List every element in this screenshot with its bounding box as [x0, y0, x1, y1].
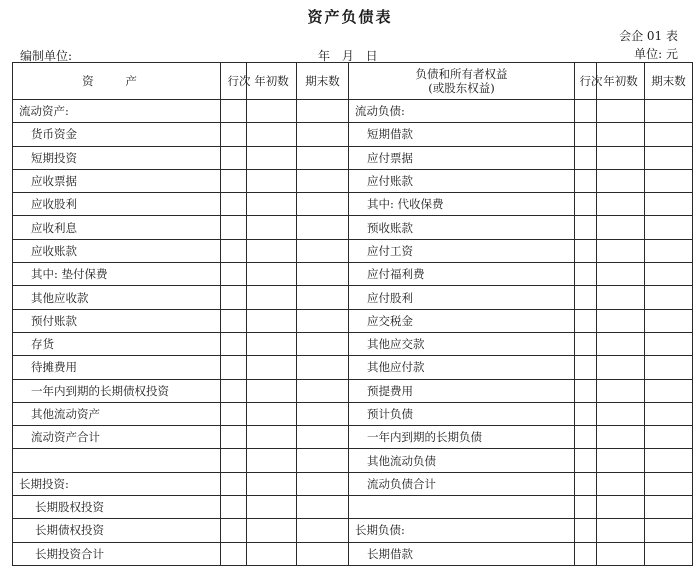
line-no-cell — [575, 286, 597, 309]
line-no-cell — [575, 239, 597, 262]
table-row — [13, 472, 693, 495]
line-no-cell — [575, 263, 597, 286]
end-value-cell — [645, 169, 693, 192]
begin-value-cell — [597, 263, 645, 286]
table-row — [13, 519, 693, 542]
line-no-cell — [575, 426, 597, 449]
asset-item-label: 待摊费用 — [13, 356, 221, 379]
liability-item-label: 流动负债合计 — [349, 472, 575, 495]
end-value-cell — [645, 193, 693, 216]
balance-sheet-table — [12, 62, 693, 566]
header-assets: 资 产 — [13, 63, 221, 100]
line-no-cell — [575, 332, 597, 355]
end-value-cell — [297, 123, 349, 146]
line-no-cell — [575, 309, 597, 332]
line-no-cell — [575, 169, 597, 192]
line-no-cell — [221, 146, 247, 169]
table-row — [13, 263, 693, 286]
line-no-cell — [575, 123, 597, 146]
table-row — [13, 449, 693, 472]
asset-item-label: 应收股利 — [13, 193, 221, 216]
end-value-cell — [645, 402, 693, 425]
begin-value-cell — [247, 496, 297, 519]
line-no-cell — [221, 449, 247, 472]
header-end-left: 期末数 — [297, 63, 349, 100]
line-no-cell — [221, 169, 247, 192]
end-value-cell — [297, 426, 349, 449]
asset-item-label: 流动资产: — [13, 100, 221, 123]
end-value-cell — [297, 379, 349, 402]
end-value-cell — [297, 332, 349, 355]
begin-value-cell — [597, 332, 645, 355]
asset-item-label: 一年内到期的长期债权投资 — [13, 379, 221, 402]
line-no-cell — [575, 519, 597, 542]
header-end-right: 期末数 — [645, 63, 693, 100]
liability-item-label: 应付票据 — [349, 146, 575, 169]
begin-value-cell — [247, 426, 297, 449]
line-no-cell — [221, 239, 247, 262]
end-value-cell — [297, 193, 349, 216]
header-liabilities-equity: 负债和所有者权益 (或股东权益) — [349, 63, 575, 100]
begin-value-cell — [597, 286, 645, 309]
begin-value-cell — [247, 100, 297, 123]
liability-item-label: 其他流动负债 — [349, 449, 575, 472]
liability-item-label: 其他应付款 — [349, 356, 575, 379]
begin-value-cell — [247, 402, 297, 425]
line-no-cell — [575, 496, 597, 519]
liability-item-label: 应付账款 — [349, 169, 575, 192]
begin-value-cell — [597, 426, 645, 449]
line-no-cell — [221, 542, 247, 565]
compiling-unit-label: 编制单位: — [20, 49, 73, 63]
begin-value-cell — [247, 519, 297, 542]
header-line-no-left: 行次 — [221, 63, 247, 100]
liability-item-label: 流动负债: — [349, 100, 575, 123]
table-row — [13, 402, 693, 425]
liability-item-label: 长期负债: — [349, 519, 575, 542]
table-row — [13, 286, 693, 309]
table-row — [13, 379, 693, 402]
liability-item-label: 一年内到期的长期负债 — [349, 426, 575, 449]
asset-item-label: 其他应收款 — [13, 286, 221, 309]
asset-item-label: 长期投资合计 — [13, 542, 221, 565]
line-no-cell — [575, 449, 597, 472]
line-no-cell — [221, 356, 247, 379]
header-begin-right: 年初数 — [597, 63, 645, 100]
begin-value-cell — [597, 193, 645, 216]
liability-item-label: 预收账款 — [349, 216, 575, 239]
line-no-cell — [221, 263, 247, 286]
line-no-cell — [221, 426, 247, 449]
asset-item-label: 短期投资 — [13, 146, 221, 169]
table-row — [13, 426, 693, 449]
line-no-cell — [575, 379, 597, 402]
table-row — [13, 169, 693, 192]
liability-item-label: 短期借款 — [349, 123, 575, 146]
line-no-cell — [221, 379, 247, 402]
begin-value-cell — [597, 379, 645, 402]
end-value-cell — [645, 356, 693, 379]
begin-value-cell — [247, 239, 297, 262]
end-value-cell — [297, 263, 349, 286]
asset-item-label: 长期投资: — [13, 472, 221, 495]
liability-item-label: 其他应交款 — [349, 332, 575, 355]
table-row — [13, 193, 693, 216]
begin-value-cell — [247, 542, 297, 565]
end-value-cell — [645, 332, 693, 355]
begin-value-cell — [247, 263, 297, 286]
asset-item-label: 预付账款 — [13, 309, 221, 332]
end-value-cell — [645, 239, 693, 262]
end-value-cell — [645, 426, 693, 449]
line-no-cell — [221, 472, 247, 495]
begin-value-cell — [247, 309, 297, 332]
end-value-cell — [645, 309, 693, 332]
asset-item-label: 长期股权投资 — [13, 496, 221, 519]
table-row — [13, 239, 693, 262]
table-header-row — [13, 63, 693, 100]
line-no-cell — [221, 496, 247, 519]
line-no-cell — [221, 402, 247, 425]
table-row — [13, 356, 693, 379]
table-row — [13, 216, 693, 239]
end-value-cell — [645, 449, 693, 472]
begin-value-cell — [597, 169, 645, 192]
table-row — [13, 496, 693, 519]
begin-value-cell — [247, 193, 297, 216]
line-no-cell — [575, 100, 597, 123]
date-label: 年 月 日 — [318, 49, 378, 63]
end-value-cell — [297, 239, 349, 262]
end-value-cell — [297, 519, 349, 542]
liability-item-label: 应付福利费 — [349, 263, 575, 286]
end-value-cell — [645, 123, 693, 146]
header-begin-left: 年初数 — [247, 63, 297, 100]
begin-value-cell — [247, 472, 297, 495]
begin-value-cell — [597, 449, 645, 472]
liability-item-label: 长期借款 — [349, 542, 575, 565]
begin-value-cell — [247, 286, 297, 309]
asset-item-label: 其中: 垫付保费 — [13, 263, 221, 286]
asset-item-label: 长期债权投资 — [13, 519, 221, 542]
end-value-cell — [645, 146, 693, 169]
liability-item-label: 应交税金 — [349, 309, 575, 332]
table-row — [13, 146, 693, 169]
begin-value-cell — [247, 356, 297, 379]
line-no-cell — [221, 216, 247, 239]
liability-item-label: 应付工资 — [349, 239, 575, 262]
begin-value-cell — [597, 402, 645, 425]
begin-value-cell — [597, 146, 645, 169]
begin-value-cell — [597, 239, 645, 262]
begin-value-cell — [597, 123, 645, 146]
end-value-cell — [297, 146, 349, 169]
line-no-cell — [221, 100, 247, 123]
asset-item-label: 流动资产合计 — [13, 426, 221, 449]
begin-value-cell — [597, 542, 645, 565]
line-no-cell — [575, 472, 597, 495]
line-no-cell — [575, 146, 597, 169]
begin-value-cell — [247, 216, 297, 239]
end-value-cell — [297, 542, 349, 565]
end-value-cell — [645, 519, 693, 542]
end-value-cell — [645, 496, 693, 519]
sheet-title: 资产负债表 — [307, 8, 393, 26]
end-value-cell — [297, 449, 349, 472]
end-value-cell — [297, 496, 349, 519]
line-no-cell — [575, 216, 597, 239]
line-no-cell — [575, 193, 597, 216]
liability-item-label: 应付股利 — [349, 286, 575, 309]
end-value-cell — [297, 169, 349, 192]
table-row — [13, 332, 693, 355]
table-row — [13, 123, 693, 146]
liability-item-label: 预提费用 — [349, 379, 575, 402]
line-no-cell — [221, 286, 247, 309]
begin-value-cell — [247, 169, 297, 192]
line-no-cell — [221, 332, 247, 355]
begin-value-cell — [247, 146, 297, 169]
line-no-cell — [575, 356, 597, 379]
line-no-cell — [221, 519, 247, 542]
end-value-cell — [297, 216, 349, 239]
begin-value-cell — [597, 356, 645, 379]
end-value-cell — [297, 356, 349, 379]
end-value-cell — [297, 472, 349, 495]
end-value-cell — [297, 402, 349, 425]
end-value-cell — [645, 100, 693, 123]
end-value-cell — [297, 309, 349, 332]
asset-item-label: 货币资金 — [13, 123, 221, 146]
end-value-cell — [645, 216, 693, 239]
line-no-cell — [221, 123, 247, 146]
begin-value-cell — [247, 449, 297, 472]
asset-item-label: 应收利息 — [13, 216, 221, 239]
begin-value-cell — [597, 100, 645, 123]
table-row — [13, 542, 693, 565]
begin-value-cell — [597, 496, 645, 519]
begin-value-cell — [597, 472, 645, 495]
currency-unit-label: 单位: 元 — [634, 47, 678, 61]
asset-item-label — [13, 449, 221, 472]
form-code: 会企 01 表 — [619, 29, 678, 43]
end-value-cell — [645, 472, 693, 495]
begin-value-cell — [247, 332, 297, 355]
end-value-cell — [645, 379, 693, 402]
end-value-cell — [297, 100, 349, 123]
begin-value-cell — [597, 519, 645, 542]
asset-item-label: 应收账款 — [13, 239, 221, 262]
end-value-cell — [645, 542, 693, 565]
end-value-cell — [645, 286, 693, 309]
begin-value-cell — [247, 123, 297, 146]
liability-item-label: 预计负债 — [349, 402, 575, 425]
begin-value-cell — [597, 216, 645, 239]
end-value-cell — [645, 263, 693, 286]
table-row — [13, 100, 693, 123]
begin-value-cell — [597, 309, 645, 332]
line-no-cell — [221, 193, 247, 216]
asset-item-label: 其他流动资产 — [13, 402, 221, 425]
line-no-cell — [221, 309, 247, 332]
header-line-no-right: 行次 — [575, 63, 597, 100]
table-row — [13, 309, 693, 332]
end-value-cell — [297, 286, 349, 309]
asset-item-label: 存货 — [13, 332, 221, 355]
liability-item-label — [349, 496, 575, 519]
asset-item-label: 应收票据 — [13, 169, 221, 192]
begin-value-cell — [247, 379, 297, 402]
line-no-cell — [575, 542, 597, 565]
liability-item-label: 其中: 代收保费 — [349, 193, 575, 216]
line-no-cell — [575, 402, 597, 425]
